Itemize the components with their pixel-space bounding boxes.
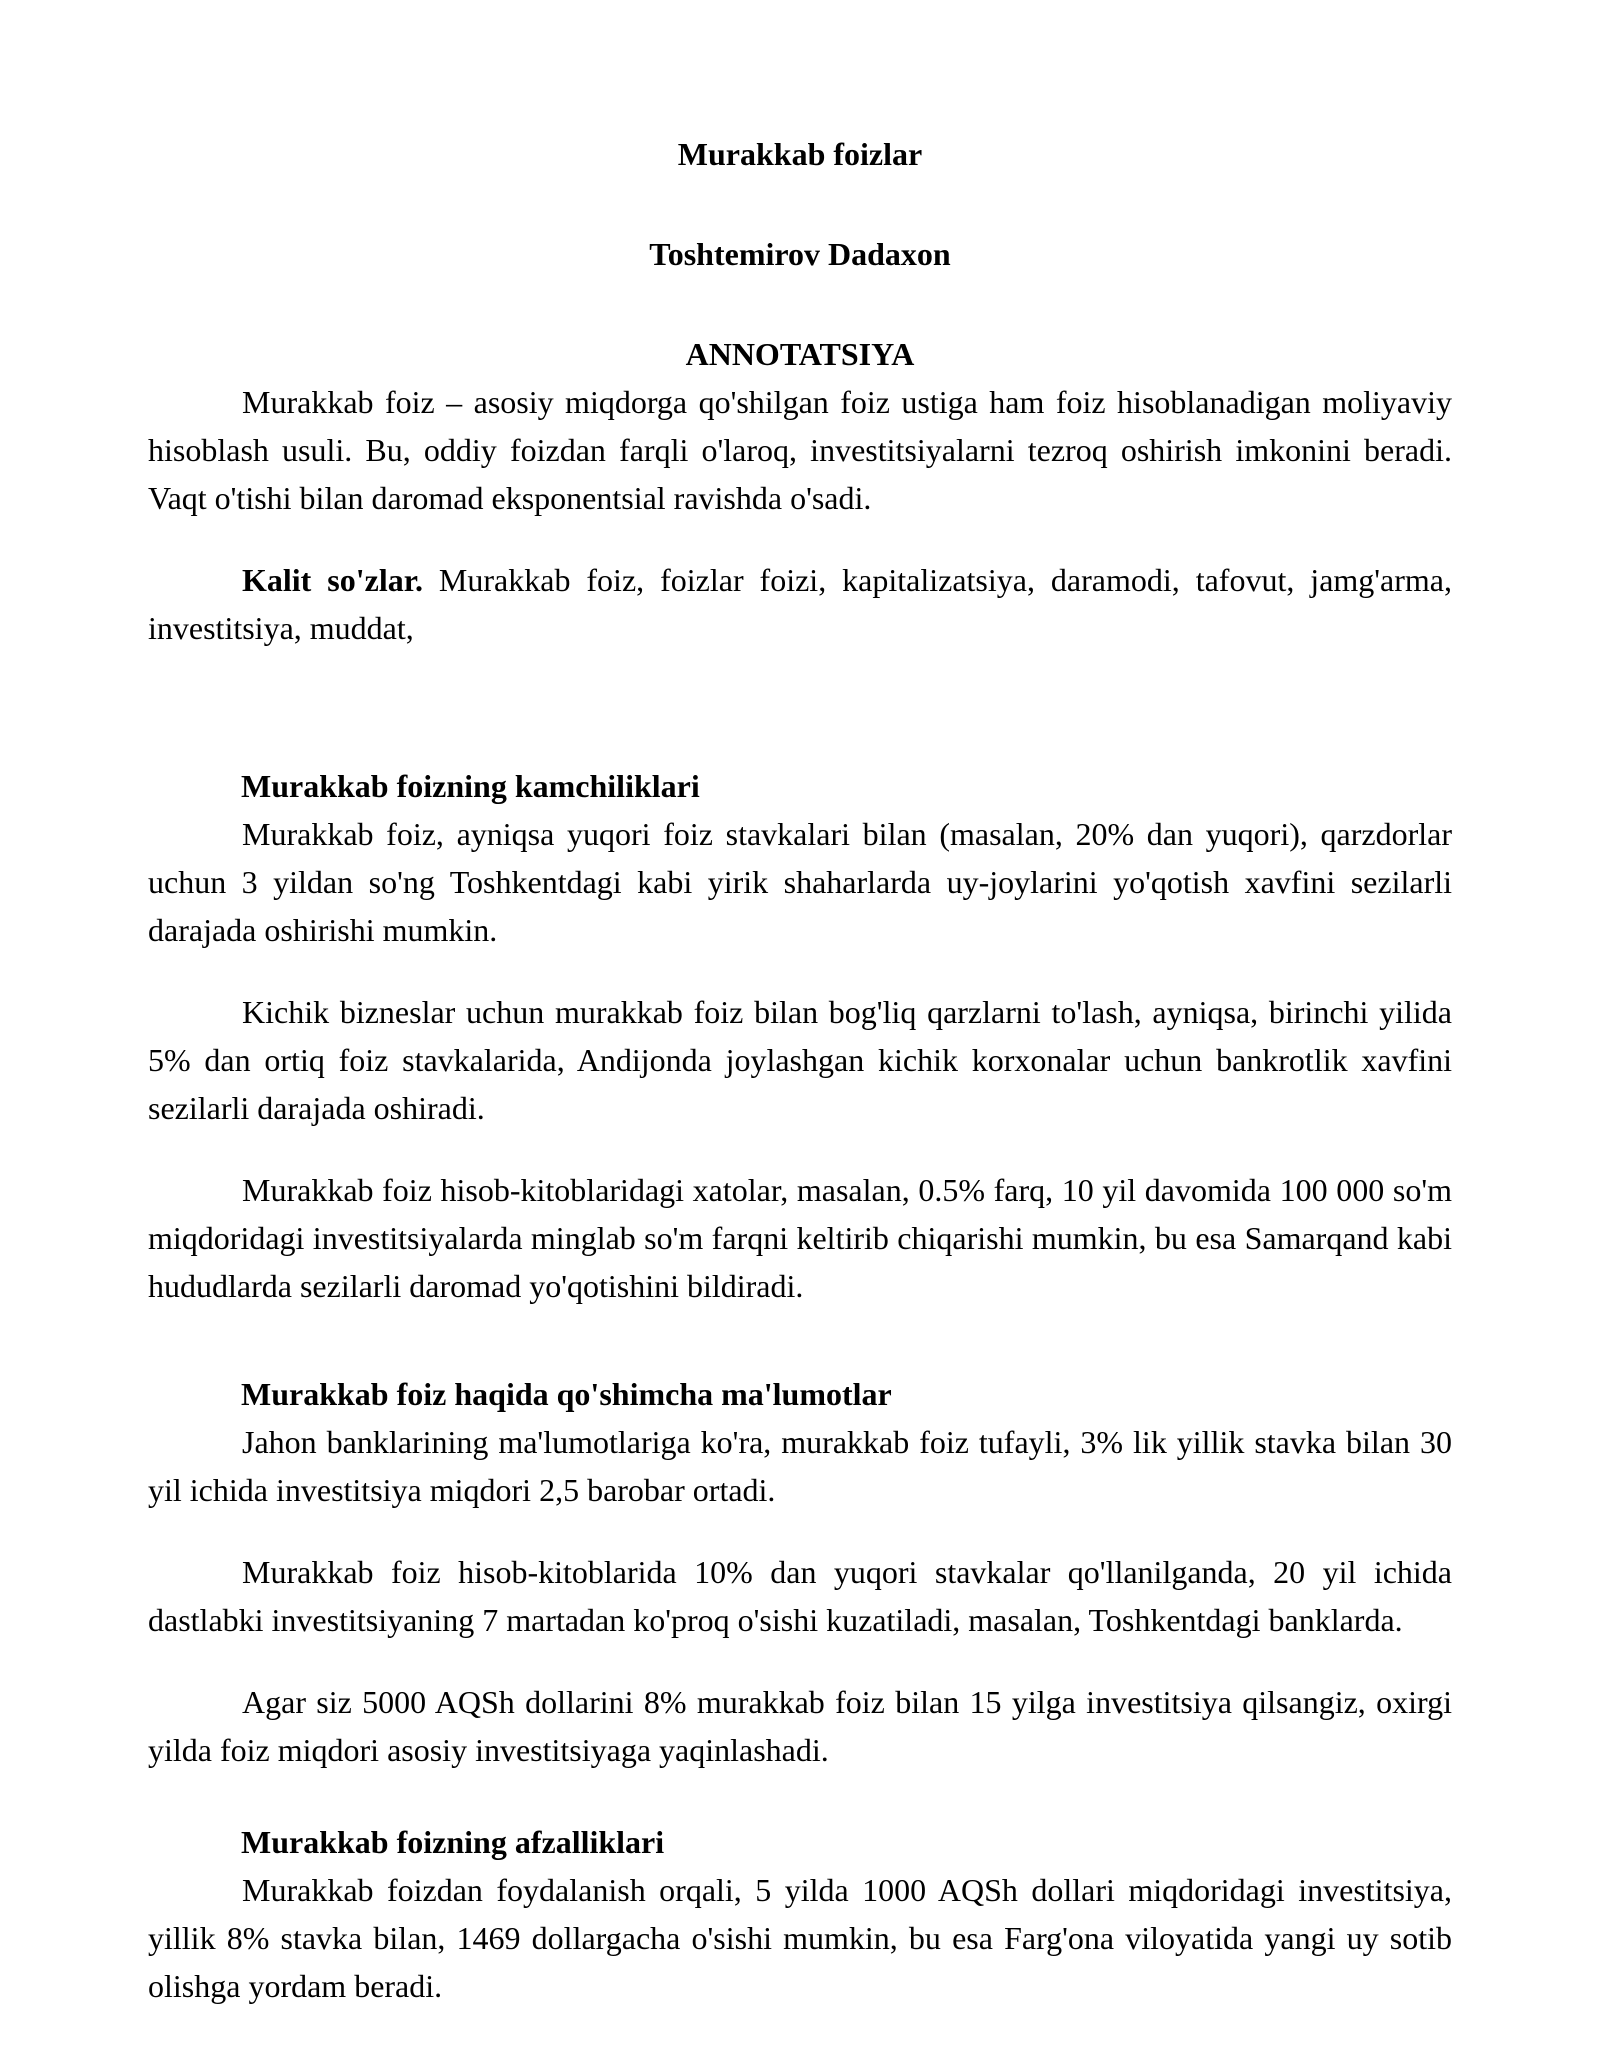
section-heading-disadvantages: Murakkab foizning kamchiliklari [241, 768, 700, 804]
section-heading-advantages: Murakkab foizning afzalliklari [241, 1824, 665, 1860]
annotation-paragraph: Murakkab foiz – asosiy miqdorga qo'shilgan foiz ustiga ham foiz hisoblanadigan moliyaviy hisoblash usuli. Bu, oddiy foizdan farqli o'laroq, investitsiyalarni tezroq oshirish imkonini beradi. Vaqt o'tishi bilan daromad eksponentsial ravishda o'sadi. [148, 384, 1452, 516]
keywords-text: Murakkab foiz, foizlar foizi, kapitalizatsiya, daramodi, tafovut, jamg'arma, investitsiya, muddat, [148, 562, 1453, 646]
author-name: Toshtemirov Dadaxon [649, 236, 951, 272]
document-body [148, 130, 1452, 2010]
section-paragraph: Jahon banklarining ma'lumotlariga ko'ra, murakkab foiz tufayli, 3% lik yillik stavka bilan 30 yil ichida investitsiya miqdori 2,5 barobar ortadi. [148, 1424, 1452, 1508]
section-paragraph: Kichik bizneslar uchun murakkab foiz bilan bog'liq qarzlarni to'lash, ayniqsa, birinchi yilida 5% dan ortiq foiz stavkalarida, Andijonda joylashgan kichik korxonalar uchun bankrotlik xavfini sezilarli darajada oshiradi. [148, 994, 1452, 1126]
annotation-heading: ANNOTATSIYA [685, 336, 915, 372]
section-paragraph: Murakkab foizdan foydalanish orqali, 5 yilda 1000 AQSh dollari miqdoridagi investitsiya, yillik 8% stavka bilan, 1469 dollargacha o'sishi mumkin, bu esa Farg'ona viloyatida yangi uy sotib olishga yordam beradi. [148, 1872, 1452, 2004]
section-paragraph: Murakkab foiz hisob-kitoblaridagi xatolar, masalan, 0.5% farq, 10 yil davomida 100 000 so'm miqdoridagi investitsiyalarda minglab so'm farqni keltirib chiqarishi mumkin, bu esa Samarqand kabi hududlarda sezilarli daromad yo'qotishini bildiradi. [148, 1172, 1452, 1304]
section-paragraph: Murakkab foiz, ayniqsa yuqori foiz stavkalari bilan (masalan, 20% dan yuqori), qarzdorlar uchun 3 yildan so'ng Toshkentdagi kabi yirik shaharlarda uy-joylarini yo'qotish xavfini sezilarli darajada oshirishi mumkin. [148, 816, 1452, 948]
document-title: Murakkab foizlar [677, 136, 923, 172]
section-paragraph: Murakkab foiz hisob-kitoblarida 10% dan yuqori stavkalar qo'llanilganda, 20 yil ichida dastlabki investitsiyaning 7 martadan ko'proq o'sishi kuzatiladi, masalan, Toshkentdagi banklarda. [148, 1554, 1452, 1638]
keywords-paragraph [148, 556, 1452, 652]
section-paragraph: Agar siz 5000 AQSh dollarini 8% murakkab foiz bilan 15 yilga investitsiya qilsangiz, oxirgi yilda foiz miqdori asosiy investitsiyaga yaqinlashadi. [148, 1684, 1452, 1768]
keywords-label: Kalit so'zlar. [242, 562, 423, 598]
section-heading-additional-info: Murakkab foiz haqida qo'shimcha ma'lumotlar [241, 1376, 892, 1412]
